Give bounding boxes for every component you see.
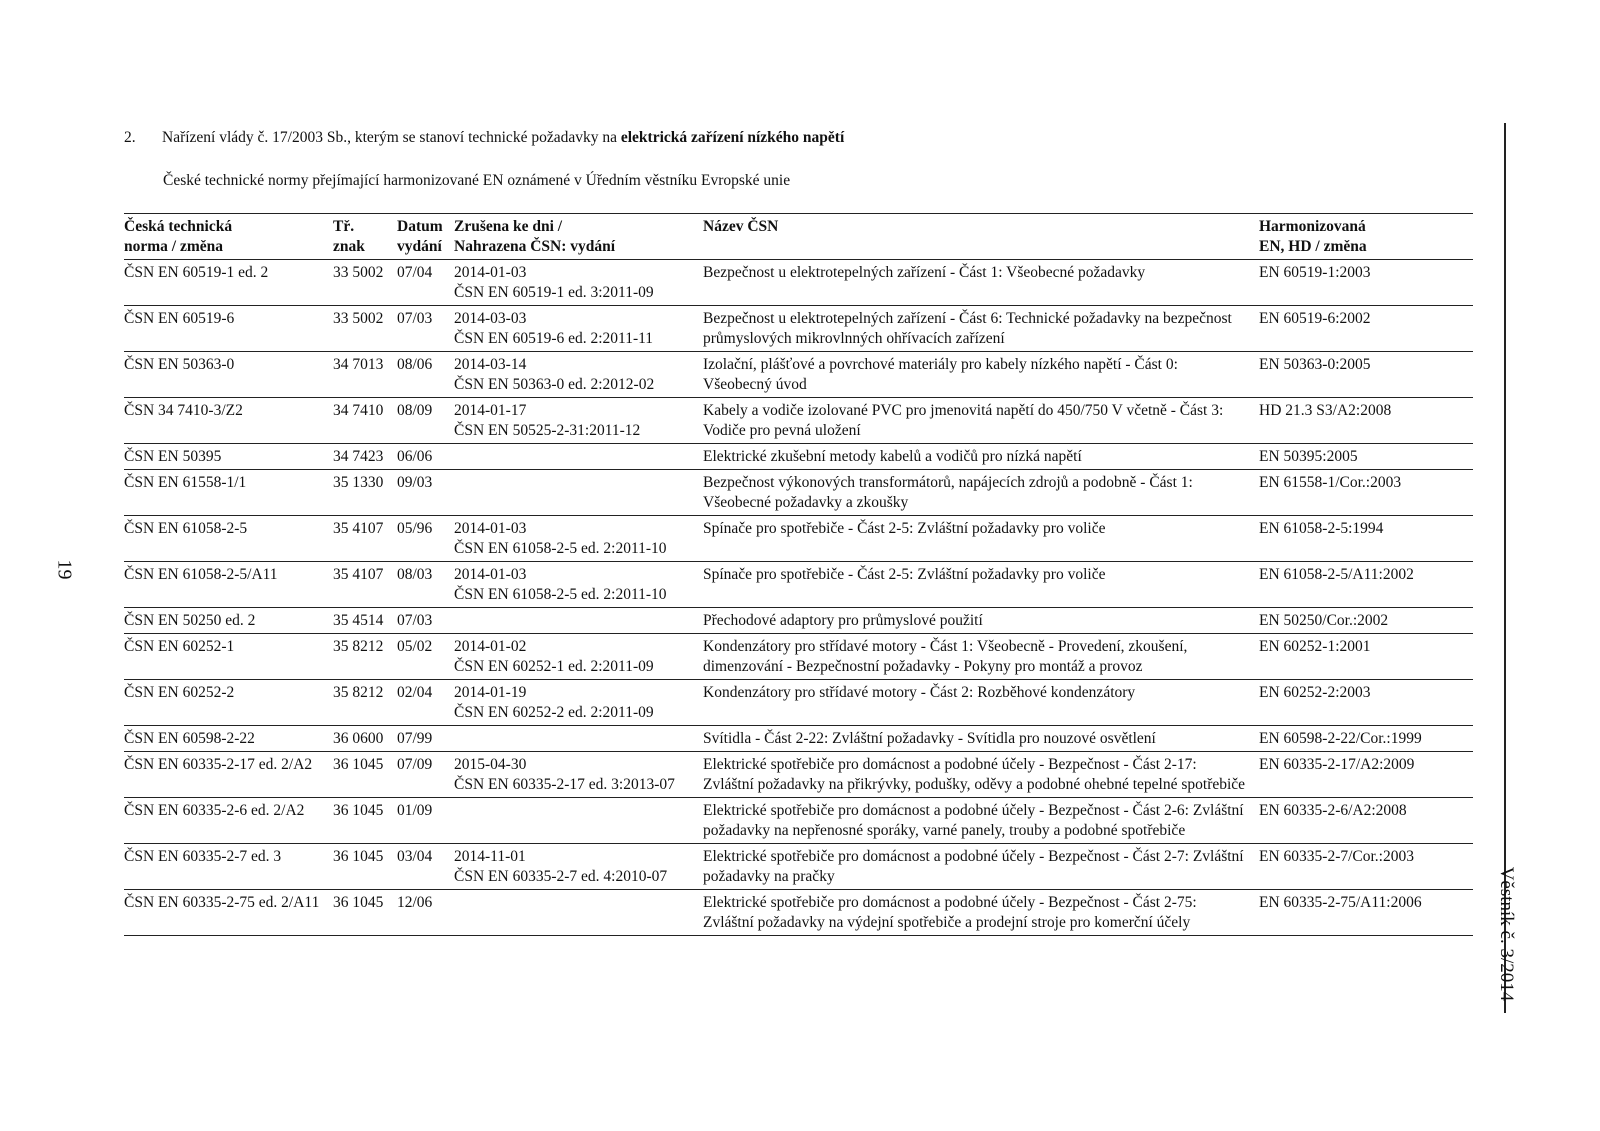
cell-harm: EN 60335-2-7/Cor.:2003 <box>1259 844 1473 890</box>
cell-zrusena <box>454 844 703 890</box>
cell-datum: 08/06 <box>397 352 454 398</box>
cell-harm: EN 60252-2:2003 <box>1259 680 1473 726</box>
table-row <box>124 516 1473 562</box>
cell-tr: 36 1045 <box>333 890 397 936</box>
header-zrusena-line1: Zrušena ke dni / <box>454 218 563 235</box>
table-body <box>124 260 1473 936</box>
replacement-standard: ČSN EN 60335-2-7 ed. 4:2010-07 <box>454 868 668 885</box>
table-row <box>124 352 1473 398</box>
cell-harm: EN 50363-0:2005 <box>1259 352 1473 398</box>
cell-harm: EN 61058-2-5:1994 <box>1259 516 1473 562</box>
withdrawal-date: 2014-01-03 <box>454 520 527 537</box>
replacement-standard: ČSN EN 60252-1 ed. 2:2011-09 <box>454 658 654 675</box>
standards-table <box>124 213 1473 936</box>
cell-nazev: Kabely a vodiče izolované PVC pro jmenovitá napětí do 450/750 V včetně - Část 3: Vodiče pro pevná uložení <box>703 398 1259 444</box>
header-tr-line1: Tř. <box>333 218 355 235</box>
section-heading-emphasis: elektrická zařízení nízkého napětí <box>620 129 845 146</box>
withdrawal-date: 2014-01-17 <box>454 402 527 419</box>
withdrawal-date: 2014-03-03 <box>454 310 527 327</box>
cell-zrusena <box>454 752 703 798</box>
cell-csn: ČSN EN 60519-1 ed. 2 <box>124 260 333 306</box>
cell-zrusena <box>454 516 703 562</box>
cell-tr: 36 1045 <box>333 752 397 798</box>
cell-zrusena <box>454 726 703 752</box>
cell-nazev: Elektrické spotřebiče pro domácnost a podobné účely - Bezpečnost - Část 2-17: Zvláštní požadavky na přikrývky, podušky, oděvy a podobné ohebné tepelné spotřebiče <box>703 752 1259 798</box>
cell-csn: ČSN EN 60335-2-75 ed. 2/A11 <box>124 890 333 936</box>
cell-datum: 09/03 <box>397 470 454 516</box>
cell-harm: EN 50395:2005 <box>1259 444 1473 470</box>
cell-tr: 35 8212 <box>333 680 397 726</box>
cell-harm: EN 50250/Cor.:2002 <box>1259 608 1473 634</box>
cell-tr: 36 0600 <box>333 726 397 752</box>
cell-datum: 07/04 <box>397 260 454 306</box>
cell-nazev: Bezpečnost výkonových transformátorů, napájecích zdrojů a podobně - Část 1: Všeobecné požadavky a zkoušky <box>703 470 1259 516</box>
cell-harm: EN 61558-1/Cor.:2003 <box>1259 470 1473 516</box>
table-row <box>124 844 1473 890</box>
cell-harm: EN 60335-2-17/A2:2009 <box>1259 752 1473 798</box>
header-datum-line1: Datum <box>397 218 443 235</box>
table-header-row <box>124 214 1473 260</box>
cell-datum: 08/03 <box>397 562 454 608</box>
header-tr-line2: znak <box>333 238 365 255</box>
replacement-standard: ČSN EN 60519-1 ed. 3:2011-09 <box>454 284 654 301</box>
header-zrusena <box>454 214 703 260</box>
cell-csn: ČSN EN 50363-0 <box>124 352 333 398</box>
cell-zrusena <box>454 306 703 352</box>
cell-zrusena <box>454 890 703 936</box>
cell-csn: ČSN EN 50250 ed. 2 <box>124 608 333 634</box>
header-harm-line1: Harmonizovaná <box>1259 218 1366 235</box>
cell-nazev: Spínače pro spotřebiče - Část 2-5: Zvláštní požadavky pro voliče <box>703 562 1259 608</box>
cell-nazev: Bezpečnost u elektrotepelných zařízení - Část 6: Technické požadavky na bezpečnost průmyslových mikrovlnných ohřívacích zařízení <box>703 306 1259 352</box>
cell-csn: ČSN EN 60252-1 <box>124 634 333 680</box>
cell-csn: ČSN 34 7410-3/Z2 <box>124 398 333 444</box>
cell-csn: ČSN EN 61058-2-5/A11 <box>124 562 333 608</box>
cell-nazev: Bezpečnost u elektrotepelných zařízení - Část 1: Všeobecné požadavky <box>703 260 1259 306</box>
cell-datum: 07/09 <box>397 752 454 798</box>
table-row <box>124 752 1473 798</box>
header-tr <box>333 214 397 260</box>
header-zrusena-line2: Nahrazena ČSN: vydání <box>454 238 616 255</box>
withdrawal-date: 2014-01-19 <box>454 684 527 701</box>
cell-harm: EN 60252-1:2001 <box>1259 634 1473 680</box>
cell-nazev: Izolační, plášťové a povrchové materiály pro kabely nízkého napětí - Část 0: Všeobecný úvod <box>703 352 1259 398</box>
cell-tr: 33 5002 <box>333 306 397 352</box>
cell-tr: 36 1045 <box>333 798 397 844</box>
cell-tr: 33 5002 <box>333 260 397 306</box>
replacement-standard: ČSN EN 50525-2-31:2011-12 <box>454 422 641 439</box>
table-row <box>124 634 1473 680</box>
table-row <box>124 726 1473 752</box>
table-row <box>124 398 1473 444</box>
withdrawal-date: 2014-03-14 <box>454 356 527 373</box>
cell-zrusena <box>454 680 703 726</box>
table-row <box>124 306 1473 352</box>
cell-harm: EN 60335-2-6/A2:2008 <box>1259 798 1473 844</box>
journal-label: Věstník č. 3/2014 <box>1496 866 1517 1002</box>
cell-zrusena <box>454 562 703 608</box>
cell-zrusena <box>454 260 703 306</box>
cell-harm: EN 60519-1:2003 <box>1259 260 1473 306</box>
cell-datum: 07/03 <box>397 608 454 634</box>
cell-nazev: Elektrické spotřebiče pro domácnost a podobné účely - Bezpečnost - Část 2-7: Zvláštní požadavky na pračky <box>703 844 1259 890</box>
cell-zrusena <box>454 634 703 680</box>
table-row <box>124 444 1473 470</box>
header-csn <box>124 214 333 260</box>
header-csn-line1: Česká technická <box>124 218 233 235</box>
cell-nazev: Spínače pro spotřebiče - Část 2-5: Zvláštní požadavky pro voliče <box>703 516 1259 562</box>
cell-harm: EN 61058-2-5/A11:2002 <box>1259 562 1473 608</box>
header-nazev <box>703 214 1259 260</box>
replacement-standard: ČSN EN 61058-2-5 ed. 2:2011-10 <box>454 586 667 603</box>
table-row <box>124 562 1473 608</box>
cell-zrusena <box>454 608 703 634</box>
header-datum-line2: vydání <box>397 238 442 255</box>
table-row <box>124 260 1473 306</box>
cell-csn: ČSN EN 50395 <box>124 444 333 470</box>
withdrawal-date: 2014-01-02 <box>454 638 527 655</box>
header-harm <box>1259 214 1473 260</box>
header-harm-line2: EN, HD / změna <box>1259 238 1367 255</box>
replacement-standard: ČSN EN 61058-2-5 ed. 2:2011-10 <box>454 540 667 557</box>
cell-tr: 35 8212 <box>333 634 397 680</box>
cell-zrusena <box>454 470 703 516</box>
section-heading <box>124 129 844 147</box>
cell-datum: 05/02 <box>397 634 454 680</box>
cell-harm: HD 21.3 S3/A2:2008 <box>1259 398 1473 444</box>
page-number: 19 <box>53 559 76 580</box>
cell-nazev: Elektrické zkušební metody kabelů a vodičů pro nízká napětí <box>703 444 1259 470</box>
replacement-standard: ČSN EN 60252-2 ed. 2:2011-09 <box>454 704 654 721</box>
replacement-standard: ČSN EN 60519-6 ed. 2:2011-11 <box>454 330 654 347</box>
withdrawal-date: 2014-01-03 <box>454 264 527 281</box>
cell-tr: 36 1045 <box>333 844 397 890</box>
table-row <box>124 608 1473 634</box>
withdrawal-date: 2014-01-03 <box>454 566 527 583</box>
cell-harm: EN 60335-2-75/A11:2006 <box>1259 890 1473 936</box>
withdrawal-date: 2015-04-30 <box>454 756 527 773</box>
section-heading-text: Nařízení vlády č. 17/2003 Sb., kterým se stanoví technické požadavky na <box>162 129 621 146</box>
cell-nazev: Elektrické spotřebiče pro domácnost a podobné účely - Bezpečnost - Část 2-6: Zvláštní požadavky na nepřenosné sporáky, varné panely, trouby a podobné spotřebiče <box>703 798 1259 844</box>
cell-nazev: Elektrické spotřebiče pro domácnost a podobné účely - Bezpečnost - Část 2-75: Zvláštní požadavky na výdejní spotřebiče a prodejní stroje pro komerční účely <box>703 890 1259 936</box>
cell-harm: EN 60519-6:2002 <box>1259 306 1473 352</box>
cell-datum: 03/04 <box>397 844 454 890</box>
cell-datum: 08/09 <box>397 398 454 444</box>
cell-zrusena <box>454 798 703 844</box>
replacement-standard: ČSN EN 60335-2-17 ed. 3:2013-07 <box>454 776 675 793</box>
cell-csn: ČSN EN 60252-2 <box>124 680 333 726</box>
cell-tr: 35 4514 <box>333 608 397 634</box>
cell-csn: ČSN EN 61558-1/1 <box>124 470 333 516</box>
cell-nazev: Přechodové adaptory pro průmyslové použití <box>703 608 1259 634</box>
cell-zrusena <box>454 398 703 444</box>
cell-datum: 12/06 <box>397 890 454 936</box>
cell-datum: 07/03 <box>397 306 454 352</box>
header-datum <box>397 214 454 260</box>
cell-csn: ČSN EN 61058-2-5 <box>124 516 333 562</box>
header-csn-line2: norma / změna <box>124 238 224 255</box>
cell-harm: EN 60598-2-22/Cor.:1999 <box>1259 726 1473 752</box>
section-number: 2. <box>124 129 136 146</box>
table-row <box>124 470 1473 516</box>
cell-tr: 34 7013 <box>333 352 397 398</box>
cell-nazev: Kondenzátory pro střídavé motory - Část 1: Všeobecně - Provedení, zkoušení, dimenzování - Bezpečnostní požadavky - Pokyny pro montáž a provoz <box>703 634 1259 680</box>
cell-tr: 35 4107 <box>333 516 397 562</box>
cell-csn: ČSN EN 60335-2-7 ed. 3 <box>124 844 333 890</box>
cell-csn: ČSN EN 60335-2-6 ed. 2/A2 <box>124 798 333 844</box>
cell-zrusena <box>454 444 703 470</box>
cell-csn: ČSN EN 60335-2-17 ed. 2/A2 <box>124 752 333 798</box>
cell-tr: 34 7423 <box>333 444 397 470</box>
cell-nazev: Svítidla - Část 2-22: Zvláštní požadavky - Svítidla pro nouzové osvětlení <box>703 726 1259 752</box>
cell-tr: 35 4107 <box>333 562 397 608</box>
table-row <box>124 890 1473 936</box>
cell-csn: ČSN EN 60519-6 <box>124 306 333 352</box>
cell-zrusena <box>454 352 703 398</box>
withdrawal-date: 2014-11-01 <box>454 848 526 865</box>
cell-datum: 02/04 <box>397 680 454 726</box>
header-nazev-line1: Název ČSN <box>703 218 779 235</box>
cell-csn: ČSN EN 60598-2-22 <box>124 726 333 752</box>
cell-tr: 34 7410 <box>333 398 397 444</box>
section-subheading: České technické normy přejímající harmonizované EN oznámené v Úředním věstníku Evropské unie <box>163 172 791 189</box>
cell-datum: 01/09 <box>397 798 454 844</box>
cell-datum: 06/06 <box>397 444 454 470</box>
cell-tr: 35 1330 <box>333 470 397 516</box>
replacement-standard: ČSN EN 50363-0 ed. 2:2012-02 <box>454 376 655 393</box>
cell-datum: 05/96 <box>397 516 454 562</box>
cell-datum: 07/99 <box>397 726 454 752</box>
table-row <box>124 798 1473 844</box>
table-row <box>124 680 1473 726</box>
cell-nazev: Kondenzátory pro střídavé motory - Část 2: Rozběhové kondenzátory <box>703 680 1259 726</box>
